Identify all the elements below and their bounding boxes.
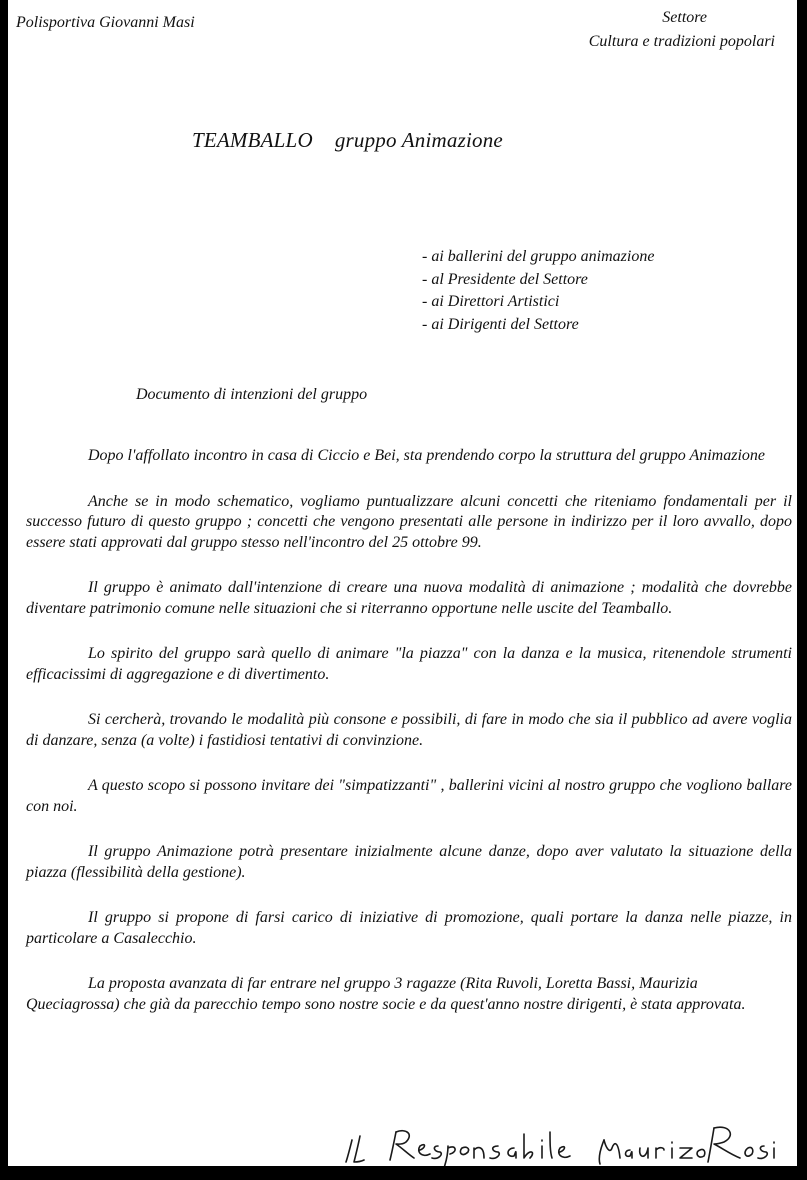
organization-name: Polisportiva Giovanni Masi	[16, 14, 195, 31]
page-shadow	[797, 8, 807, 1180]
body-paragraph: Anche se in modo schematico, vogliamo puntualizzare alcuni concetti che riteniamo fondamentali per il successo futuro di questo gruppo ; concetti che vengono presentati alle persone in indirizzo per il loro avvallo, dopo essere stati approvati dal gruppo stesso nell'incontro del 25 ottobre 99.	[26, 492, 792, 551]
sector-line-2: Cultura e tradizioni popolari	[588, 33, 775, 50]
recipients-list	[422, 246, 654, 336]
title-part-1: TEAMBALLO	[192, 128, 313, 152]
document-title	[192, 128, 503, 153]
body-paragraph: Il gruppo si propone di farsi carico di iniziative di promozione, quali portare la danza nelle piazze, in particolare a Casalecchio.	[26, 909, 792, 947]
sector-header	[589, 6, 775, 54]
body-paragraph: Il gruppo è animato dall'intenzione di creare una nuova modalità di animazione ; modalità che dovrebbe diventare patrimonio comune nelle situazioni che si riterranno opportune nelle uscite del Teamballo.	[26, 579, 792, 617]
handwritten-signature	[338, 1118, 788, 1166]
document-page	[8, 0, 797, 1166]
body-paragraph: Si cercherà, trovando le modalità più consone e possibili, di fare in modo che sia il pubblico ad avere voglia di danzare, senza (a volte) i fastidiosi tentativi di convinzione.	[26, 711, 792, 749]
document-subject: Documento di intenzioni del gruppo	[136, 386, 368, 403]
body-paragraph: Il gruppo Animazione potrà presentare inizialmente alcune danze, dopo aver valutato la situazione della piazza (flessibilità della gestione).	[26, 843, 792, 881]
title-part-2: gruppo Animazione	[334, 128, 503, 152]
body-paragraph: Lo spirito del gruppo sarà quello di animare "la piazza" con la danza e la musica, ritenendole strumenti efficacissimi di aggregazione e di divertimento.	[26, 645, 792, 683]
recipient-item: - ai ballerini del gruppo animazione	[422, 248, 655, 265]
document-body	[26, 446, 792, 1040]
recipient-item: - al Presidente del Settore	[422, 270, 588, 288]
recipient-item: - ai Dirigenti del Settore	[422, 315, 579, 333]
body-paragraph: A questo scopo si possono invitare dei "simpatizzanti" , ballerini vicini al nostro gruppo che vogliono ballare con noi.	[26, 777, 792, 815]
sector-line-1: Settore	[662, 9, 707, 26]
body-paragraph: Dopo l'affollato incontro in casa di Ciccio e Bei, sta prendendo corpo la struttura del gruppo Animazione	[88, 447, 766, 464]
recipient-item: - ai Direttori Artistici	[422, 293, 560, 310]
body-paragraph: La proposta avanzata di far entrare nel gruppo 3 ragazze (Rita Ruvoli, Loretta Bassi, Maurizia Queciagrossa) che già da parecchio tempo sono nostre socie e da quest'anno nostre dirigenti, è stata approvata.	[26, 975, 746, 1013]
